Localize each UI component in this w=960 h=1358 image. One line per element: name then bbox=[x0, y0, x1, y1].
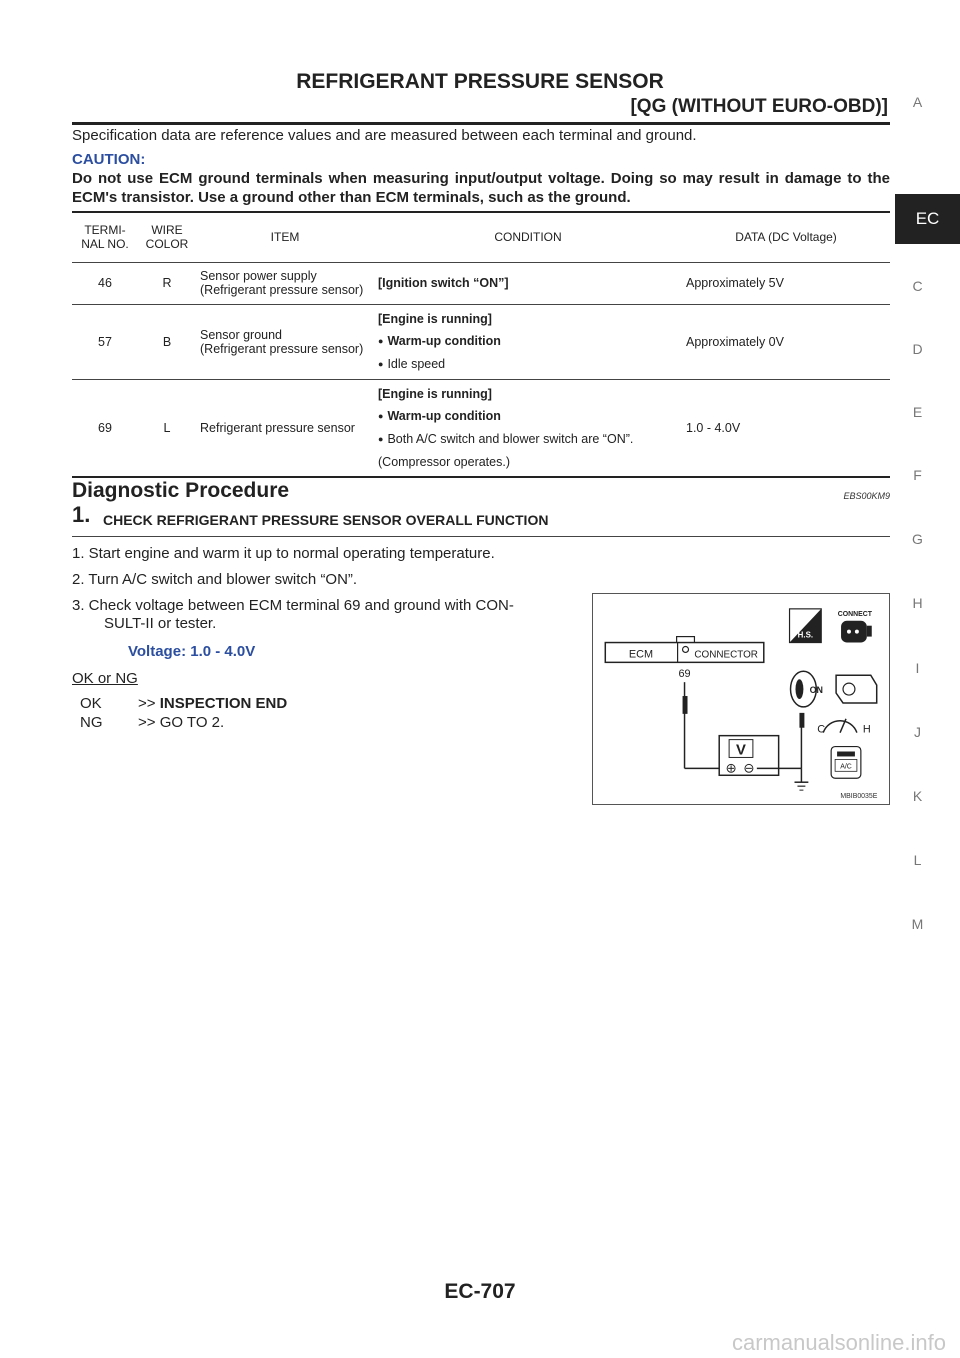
header-wire-color: WIRE COLOR bbox=[138, 212, 196, 262]
index-letter-g[interactable]: G bbox=[912, 531, 923, 547]
engine-icon bbox=[836, 675, 877, 703]
step-item: SULT-II or tester. bbox=[104, 615, 217, 632]
page-subtitle: [QG (WITHOUT EURO-OBD)] bbox=[630, 96, 888, 117]
condition-cell bbox=[374, 379, 682, 477]
condition-bullet: ● Both A/C switch and blower switch are “ON”. bbox=[378, 428, 678, 451]
connector-label: CONNECTOR bbox=[694, 649, 758, 661]
wire-cell: R bbox=[138, 262, 196, 304]
index-letter-h[interactable]: H bbox=[912, 595, 923, 611]
item-line: (Refrigerant pressure sensor) bbox=[200, 283, 364, 297]
condition-line: [Ignition switch “ON”] bbox=[378, 276, 509, 290]
index-letter-f[interactable]: F bbox=[913, 467, 922, 483]
ok-result-text: INSPECTION END bbox=[159, 695, 288, 712]
header-condition: CONDITION bbox=[374, 212, 682, 262]
table-row bbox=[72, 379, 890, 477]
ng-result bbox=[138, 714, 224, 731]
condition-line: [Engine is running] bbox=[378, 311, 492, 326]
caution-label: CAUTION: bbox=[72, 151, 146, 168]
voltage-spec: Voltage: 1.0 - 4.0V bbox=[128, 643, 256, 660]
step-number: 1. bbox=[72, 502, 91, 527]
index-letter-j[interactable]: J bbox=[914, 724, 921, 740]
result-arrow: >> bbox=[138, 714, 156, 731]
step-item: 1. Start engine and warm it up to normal operating temperature. bbox=[72, 545, 495, 562]
condition-bullet: ● Warm-up condition bbox=[378, 405, 678, 428]
index-letter-a[interactable]: A bbox=[912, 94, 923, 110]
index-letter-l[interactable]: L bbox=[913, 852, 922, 868]
connect-label: CONNECT bbox=[837, 610, 873, 618]
on-label: ON bbox=[809, 685, 823, 696]
index-letter-d[interactable]: D bbox=[912, 341, 923, 357]
wire-cell: L bbox=[138, 379, 196, 477]
item-cell bbox=[196, 262, 374, 304]
table-row bbox=[72, 262, 890, 304]
table-row bbox=[72, 304, 890, 379]
step-title: CHECK REFRIGERANT PRESSURE SENSOR OVERALL FUNCTION bbox=[103, 512, 549, 528]
diagram-code: MBIB0035E bbox=[840, 793, 878, 801]
condition-cell bbox=[374, 304, 682, 379]
index-tab-ec-active[interactable]: EC bbox=[895, 194, 960, 244]
caution-text: Do not use ECM ground terminals when measuring input/output voltage. Doing so may result in damage to the ECM's transistor. Use a ground other than ECM terminals, such as the ground. bbox=[72, 170, 890, 206]
step-item: 3. Check voltage between ECM terminal 69 and ground with CON- bbox=[72, 597, 514, 614]
condition-line: (Compressor operates.) bbox=[378, 454, 510, 469]
index-letter-c[interactable]: C bbox=[912, 278, 923, 294]
ac-label: A/C bbox=[840, 763, 852, 771]
ok-label: OK bbox=[80, 695, 102, 712]
gauge-cold-label: C bbox=[817, 723, 826, 736]
section-code: EBS00KM9 bbox=[843, 491, 890, 501]
ok-or-ng-heading: OK or NG bbox=[72, 670, 138, 687]
watermark: carmanualsonline.info bbox=[731, 1330, 946, 1355]
index-letter-e[interactable]: E bbox=[912, 404, 923, 420]
hs-label: H.S. bbox=[797, 630, 814, 640]
header-item: ITEM bbox=[196, 212, 374, 262]
header-rule bbox=[72, 122, 890, 125]
ok-result bbox=[138, 695, 287, 712]
step-rule bbox=[72, 536, 890, 537]
table-header-row bbox=[72, 212, 890, 262]
data-cell: Approximately 0V bbox=[682, 304, 890, 379]
header-terminal: TERMI-NAL NO. bbox=[72, 212, 138, 262]
terminal-label: 69 bbox=[678, 668, 691, 681]
gauge-hot-label: H bbox=[862, 723, 871, 736]
index-letter-k[interactable]: K bbox=[912, 788, 923, 804]
connect-icon bbox=[841, 621, 867, 643]
wire-cell: B bbox=[138, 304, 196, 379]
item-cell bbox=[196, 379, 374, 477]
voltmeter-symbol: V bbox=[736, 742, 746, 759]
index-letter-i[interactable]: I bbox=[915, 660, 920, 676]
spec-table bbox=[72, 211, 890, 478]
condition-bullet: ● Idle speed bbox=[378, 353, 678, 376]
measurement-diagram bbox=[592, 593, 890, 805]
terminal-cell: 46 bbox=[72, 262, 138, 304]
data-cell: 1.0 - 4.0V bbox=[682, 379, 890, 477]
item-line: (Refrigerant pressure sensor) bbox=[200, 341, 364, 356]
ng-result-text: GO TO 2. bbox=[159, 714, 225, 731]
condition-bullet: ● Warm-up condition bbox=[378, 330, 678, 353]
ng-label: NG bbox=[80, 714, 103, 731]
header-data: DATA (DC Voltage) bbox=[682, 212, 890, 262]
probe-positive bbox=[683, 696, 688, 714]
result-arrow: >> bbox=[138, 695, 156, 712]
index-letter-m[interactable]: M bbox=[911, 916, 924, 932]
terminal-cell: 57 bbox=[72, 304, 138, 379]
item-line: Sensor power supply bbox=[200, 269, 317, 283]
data-cell: Approximately 5V bbox=[682, 262, 890, 304]
ecm-label: ECM bbox=[628, 648, 654, 661]
condition-cell bbox=[374, 262, 682, 304]
item-line: Sensor ground bbox=[200, 327, 283, 342]
spec-note: Specification data are reference values and are measured between each terminal and ground. bbox=[72, 127, 697, 144]
section-title: Diagnostic Procedure bbox=[72, 479, 290, 502]
page-number: EC-707 bbox=[444, 1280, 516, 1303]
condition-line: [Engine is running] bbox=[378, 386, 492, 401]
page-title: REFRIGERANT PRESSURE SENSOR bbox=[296, 70, 664, 93]
side-index bbox=[895, 0, 960, 1358]
step-item: 2. Turn A/C switch and blower switch “ON”. bbox=[72, 571, 358, 588]
item-line: Refrigerant pressure sensor bbox=[200, 420, 355, 435]
probe-ground bbox=[799, 713, 804, 728]
item-cell bbox=[196, 304, 374, 379]
terminal-cell: 69 bbox=[72, 379, 138, 477]
